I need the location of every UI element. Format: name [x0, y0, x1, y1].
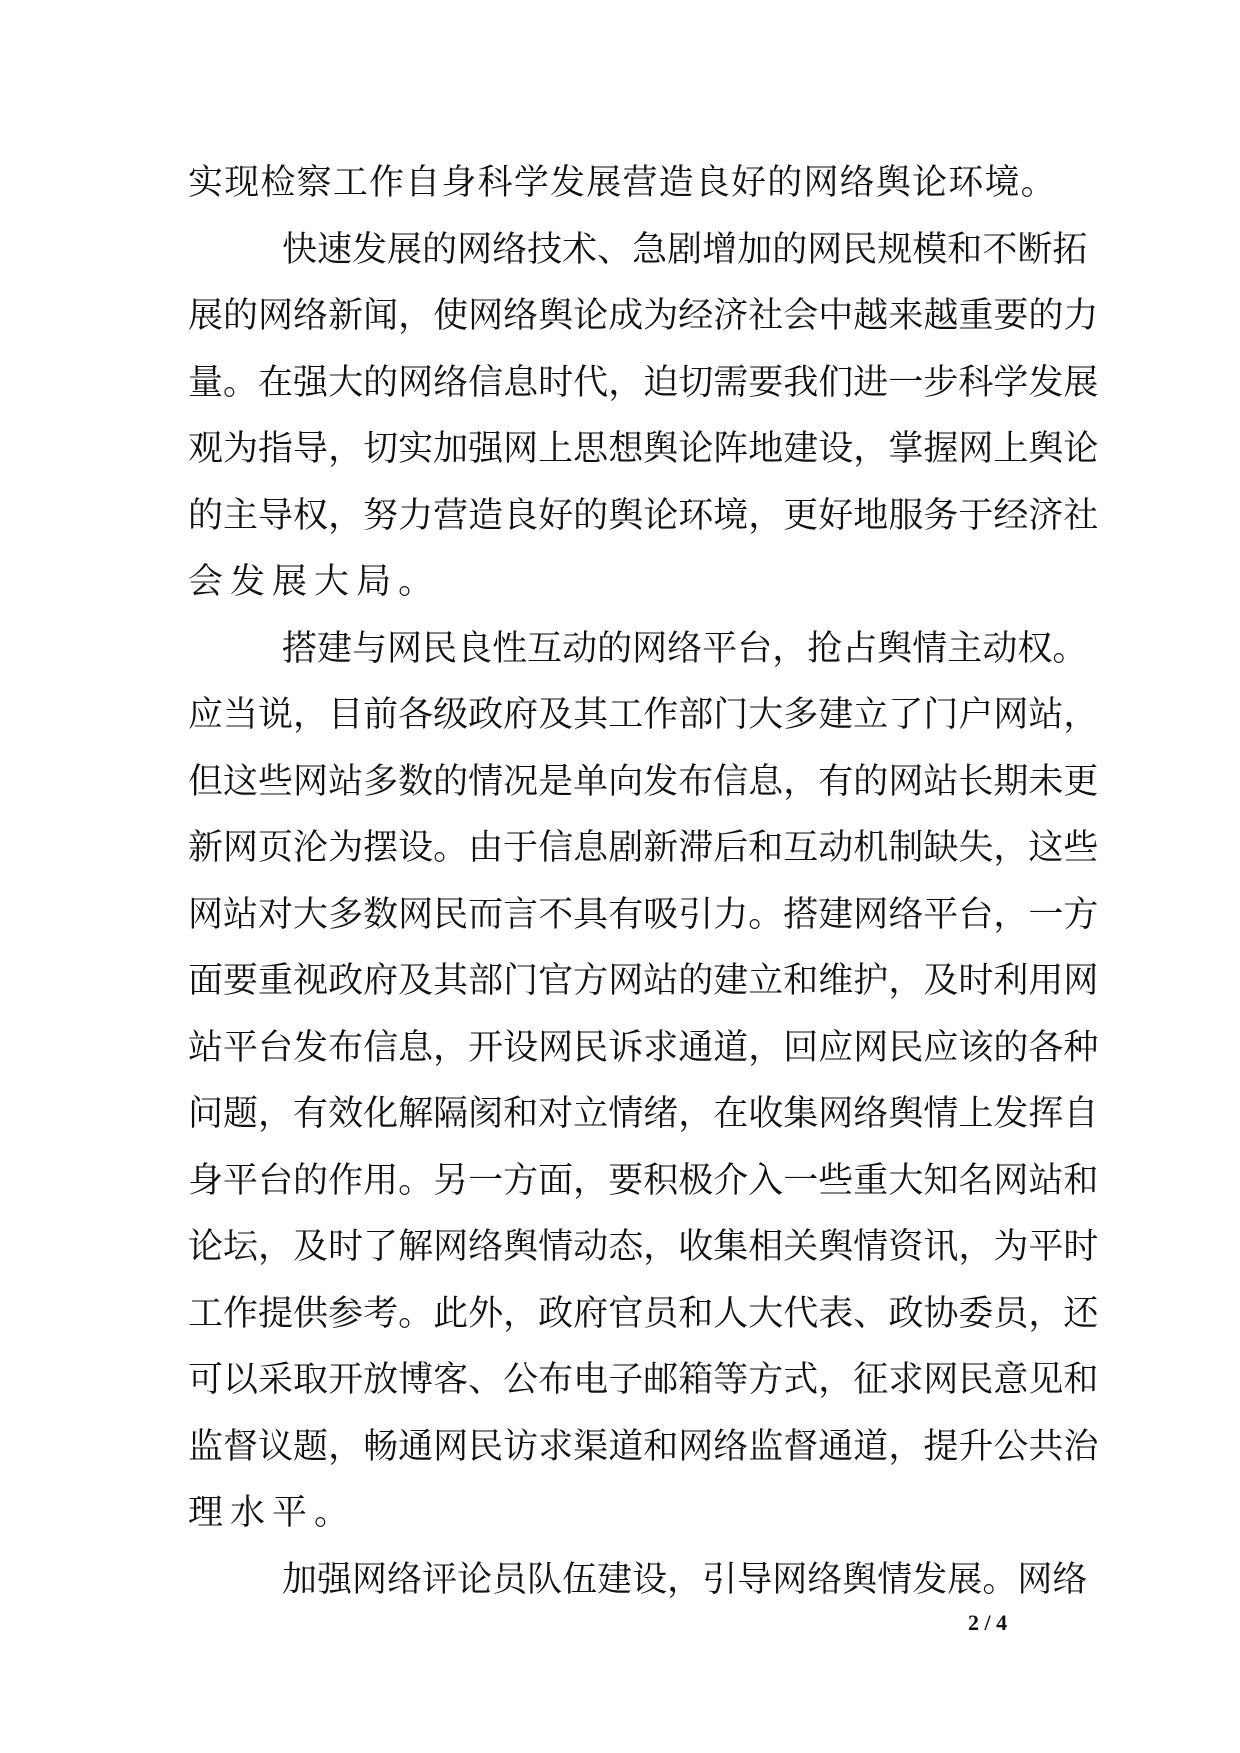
text-line: 面 要 重 视 政 府 及 其 部 门 官 方 网 站 的 建 立 和 维 护 ， 及 时 利 用 网	[188, 961, 1099, 1001]
paragraph-last-line: 会 发 展 大 局 。	[188, 562, 441, 602]
text-line: 监 督 议 题 ， 畅 通 网 民 访 求 渠 道 和 网 络 监 督 通 道 ， 提 升 公 共 治	[188, 1426, 1099, 1467]
text-line: 站 平 台 发 布 信 息 ， 开 设 网 民 诉 求 通 道 ， 回 应 网 民 应 该 的 各 种	[188, 1027, 1099, 1068]
text-line: 工 作 提 供 参 考 。 此 外 ， 政 府 官 员 和 人 大 代 表 、 政 协 委 员 ， 还	[188, 1293, 1099, 1334]
text-line: 观 为 指 导 ， 切 实 加 强 网 上 思 想 舆 论 阵 地 建 设 ， 掌 握 网 上 舆 论	[188, 429, 1099, 469]
text-line: 可 以 采 取 开 放 博 客 、 公 布 电 子 邮 箱 等 方 式 ， 征 求 网 民 意 见 和	[188, 1360, 1099, 1400]
text-line: 问 题 ， 有 效 化 解 隔 阂 和 对 立 情 绪 ， 在 收 集 网 络 舆 情 上 发 挥 自	[188, 1094, 1099, 1134]
text-line: 实 现 检 察 工 作 自 身 科 学 发 展 营 造 良 好 的 网 络 舆 论 环 境 。	[188, 163, 1056, 203]
text-line: 展 的 网 络 新 闻 ， 使 网 络 舆 论 成 为 经 济 社 会 中 越 来 越 重 要 的 力	[188, 296, 1099, 336]
paragraph-first-line: 快 速 发 展 的 网 络 技 术 、 急 剧 增 加 的 网 民 规 模 和 不 断 拓	[282, 229, 1088, 270]
page-number: 2 / 4	[968, 1610, 1008, 1635]
text-line: 论 坛 ， 及 时 了 解 网 络 舆 情 动 态 ， 收 集 相 关 舆 情 资 讯 ， 为 平 时	[188, 1227, 1099, 1267]
text-line: 的 主 导 权 ， 努 力 营 造 良 好 的 舆 论 环 境 ， 更 好 地 服 务 于 经 济 社	[188, 495, 1099, 536]
text-line: 网 站 对 大 多 数 网 民 而 言 不 具 有 吸 引 力 。 搭 建 网 络 平 台 ， 一 方	[188, 894, 1099, 935]
body-text	[188, 150, 1099, 1613]
paragraph-first-line: 加 强 网 络 评 论 员 队 伍 建 设 ， 引 导 网 络 舆 情 发 展 。 网 络	[282, 1559, 1088, 1600]
text-line: 应 当 说 ， 目 前 各 级 政 府 及 其 工 作 部 门 大 多 建 立 了 门 户 网 站 ，	[188, 695, 1099, 735]
text-line: 但 这 些 网 站 多 数 的 情 况 是 单 向 发 布 信 息 ， 有 的 网 站 长 期 未 更	[188, 761, 1099, 802]
paragraph-first-line: 搭 建 与 网 民 良 性 互 动 的 网 络 平 台 ， 抢 占 舆 情 主 动 权 。	[282, 628, 1088, 669]
text-line: 量 。 在 强 大 的 网 络 信 息 时 代 ， 迫 切 需 要 我 们 进 一 步 科 学 发 展	[188, 362, 1099, 403]
text-line: 新 网 页 沦 为 摆 设 。 由 于 信 息 剧 新 滞 后 和 互 动 机 制 缺 失 ， 这 些	[188, 828, 1099, 868]
paragraph-last-line: 理 水 平 。	[188, 1493, 357, 1533]
text-line: 身 平 台 的 作 用 。 另 一 方 面 ， 要 积 极 介 入 一 些 重 大 知 名 网 站 和	[188, 1160, 1099, 1201]
